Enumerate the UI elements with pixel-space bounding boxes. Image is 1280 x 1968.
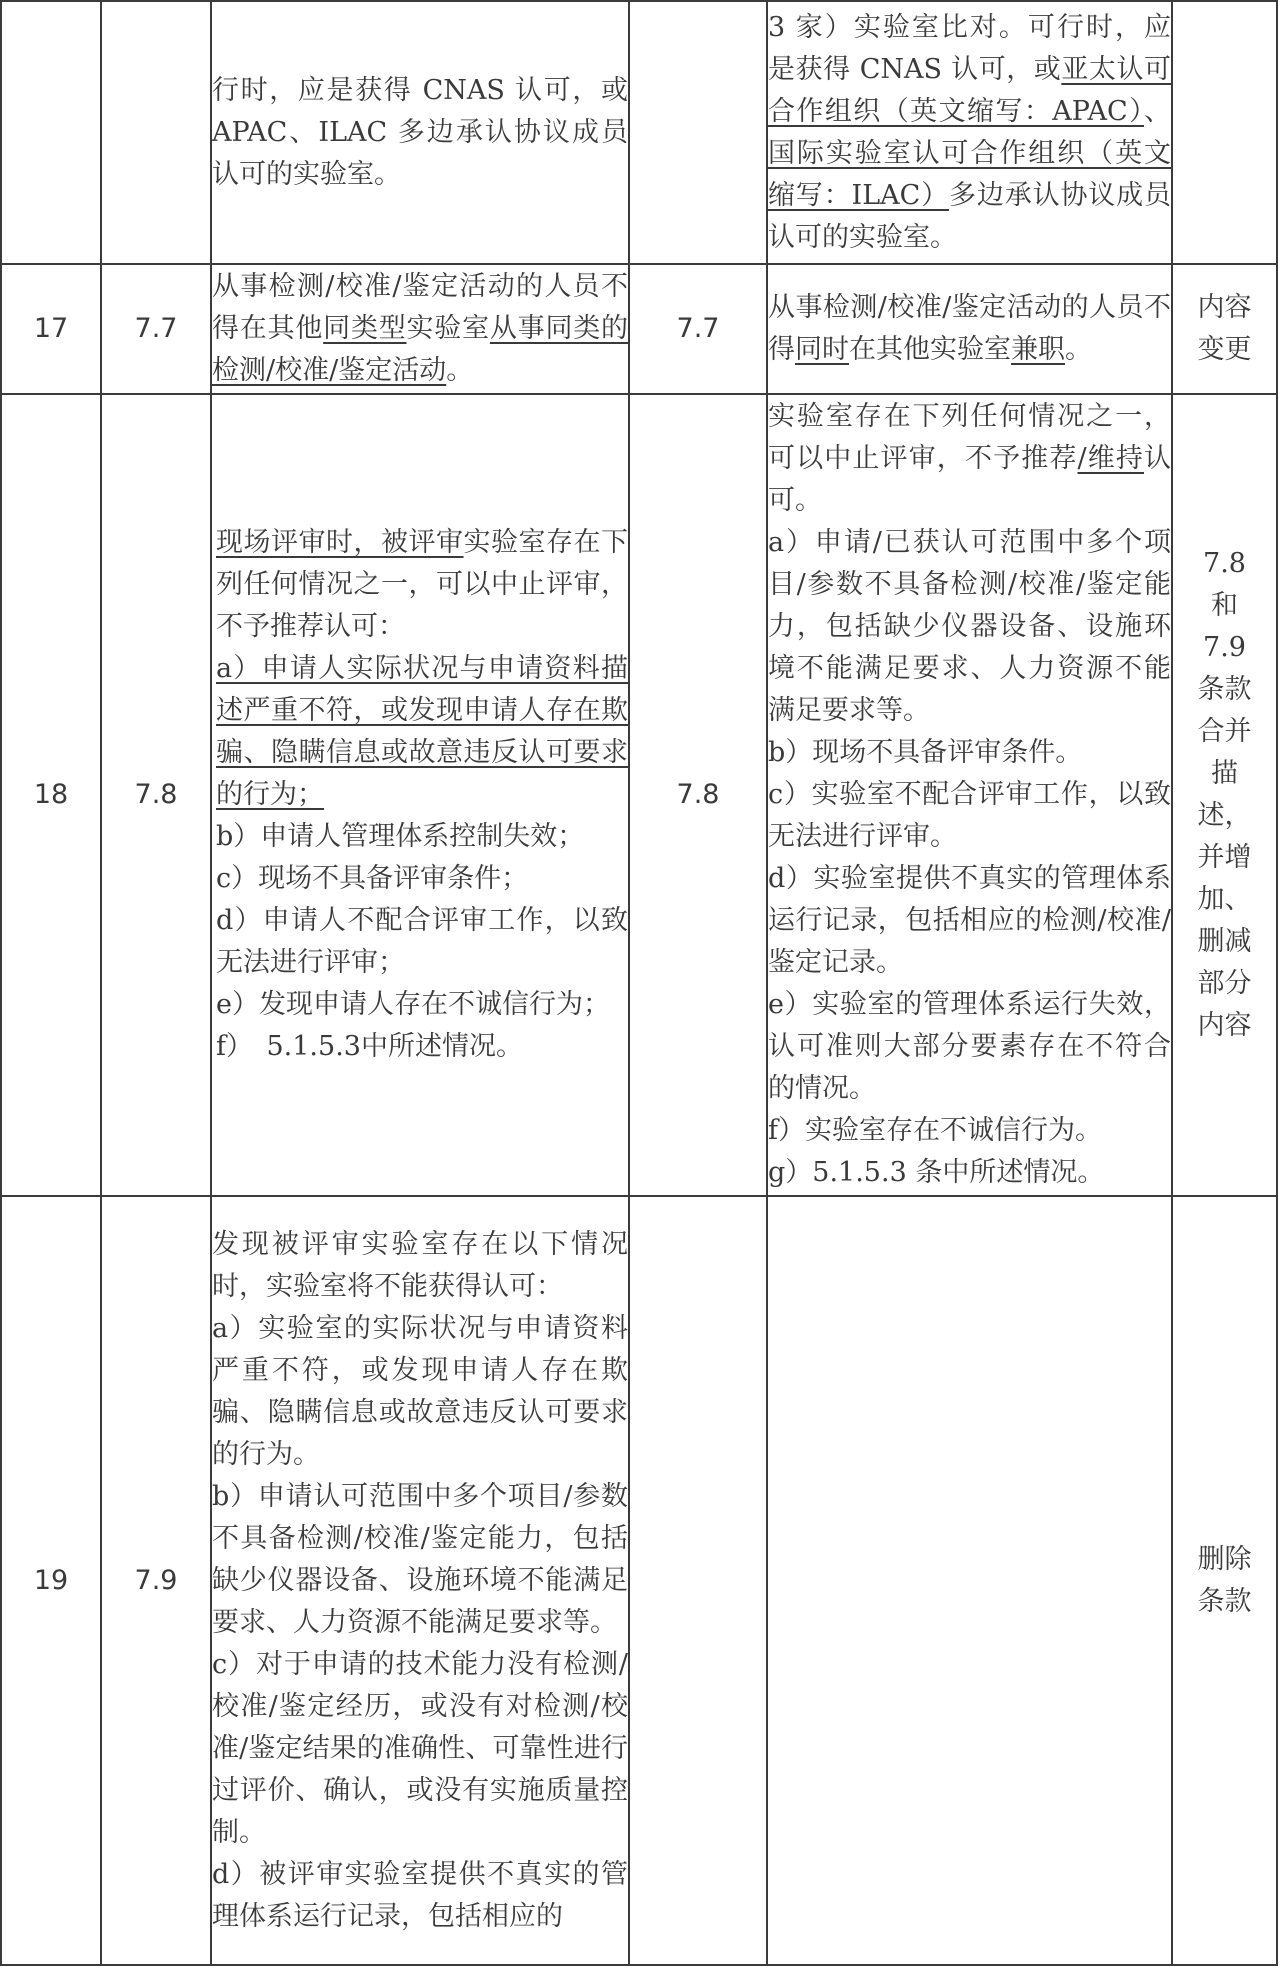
old-clause-cell [101,1,211,264]
new-text-cell [767,394,1172,1196]
new-text-changed: 亚太认可合作组织（英文缩写：APAC） [768,53,1171,127]
remark-line: 并增 [1197,842,1252,873]
new-text: 实验室存在下列任何情况之一，可以中止评审，不予推荐 [768,401,1171,474]
new-text-changed: 国际实验室认可合作组织（英文缩写：ILAC） [768,137,1171,211]
table-row [1,1196,1277,1965]
new-clause: 7.8 [676,779,720,810]
remark-cell [1172,1,1277,264]
old-item: b）申请人管理体系控制失效； [216,821,585,852]
new-text-cell [767,264,1172,394]
new-text-cell [767,1,1172,264]
new-clause-cell [629,1196,767,1965]
old-clause: 7.7 [134,313,178,344]
new-text-changed: /维持 [1077,443,1145,474]
old-clause: 7.8 [134,779,178,810]
old-item: 发现被评审实验室存在以下情况时，实验室将不能获得认可： [212,1228,628,1302]
remark-line: 内容 [1197,292,1252,323]
remark-line: 部分 [1197,968,1252,999]
old-text-changed: 现场评审时，被评审 [216,527,464,558]
old-item: c）现场不具备评审条件； [216,863,529,894]
new-text-changed: 兼职 [1011,334,1065,365]
old-text: 实验室 [406,313,490,344]
remark-line: 7.8 [1203,548,1246,579]
remark-cell [1172,394,1277,1196]
old-clause-cell [101,264,211,394]
old-text: 行时，应是获得 CNAS 认可，或 APAC、ILAC 多边承认协议成员认可的实验室。 [212,74,628,190]
old-text-cell [211,1196,629,1965]
new-clause: 7.7 [676,313,720,344]
new-item: e）实验室的管理体系运行失效，认可准则大部分要素存在不符合的情况。 [768,989,1171,1104]
old-text: 实验室存在下列任何情况之一，可以中止评审，不予推荐认可： [216,527,628,642]
old-item: f） 5.1.5.3中所述情况。 [216,1031,523,1062]
old-text-changed: 同类型 [323,313,407,344]
new-item: b）现场不具备评审条件。 [768,737,1083,768]
table-row [1,394,1277,1196]
remark-line: 删除 [1197,1543,1252,1575]
old-item: c）对于申请的技术能力没有检测/校准/鉴定经历，或没有对检测/校准/鉴定结果的准确性、可靠性进行过评价、确认，或没有实施质量控制。 [212,1648,628,1848]
old-text-cell [211,1,629,264]
old-text-changed: 从事同类的检测/校准/鉴定活动 [212,313,629,386]
remark-line: 内容 [1197,1010,1252,1041]
new-text: 、 [1144,95,1171,127]
remark-line: 和 [1211,590,1238,621]
new-item: g）5.1.5.3 条中所述情况。 [768,1157,1105,1188]
new-item: a）申请/已获认可范围中多个项目/参数不具备检测/校准/鉴定能力，包括缺少仪器设备、设施环境不能满足要求、人力资源不能满足要求等。 [768,527,1171,726]
row-number: 17 [33,313,69,344]
old-item: e）发现申请人存在不诚信行为； [216,989,610,1020]
new-clause-cell [629,264,767,394]
remark-line: 述， [1197,800,1252,831]
old-text-cell [211,264,629,394]
remark-line: 描 [1211,758,1238,789]
old-clause: 7.9 [134,1564,178,1596]
new-text: 从事检测/校准/鉴定活动的人员不得 [768,292,1171,365]
row-number-cell [1,394,101,1196]
new-text-changed: 同时 [795,334,849,365]
old-text: 。 [446,355,474,386]
remark-line: 加、 [1197,884,1252,915]
remark-line: 合并 [1197,716,1252,747]
remark-cell [1172,1196,1277,1965]
new-text: 在其他实验室 [849,334,1011,365]
old-item: a）申请人实际状况与申请资料描述严重不符，或发现申请人存在欺骗、隐瞒信息或故意违反认可要求的行为； [216,653,628,810]
old-item: d）被评审实验室提供不真实的管理体系运行记录，包括相应的 [212,1858,628,1932]
new-clause-cell [629,394,767,1196]
row-number-cell [1,1196,101,1965]
remark-cell [1172,264,1277,394]
remark-line: 变更 [1197,334,1252,365]
remark-line: 删减 [1197,926,1252,957]
old-clause-cell [101,394,211,1196]
new-text: 3 家）实验室比对。可行时，应是获得 CNAS 认可，或 [768,11,1171,85]
row-number: 18 [33,779,69,810]
new-item: f）实验室存在不诚信行为。 [768,1115,1102,1146]
old-item: b）申请认可范围中多个项目/参数不具备检测/校准/鉴定能力，包括缺少仪器设备、设施环境不能满足要求、人力资源不能满足要求等。 [212,1480,628,1638]
new-intro [768,396,1171,522]
old-text: 从事检测/校准/鉴定活动的人员不得在其他 [212,271,628,344]
row-number-cell [1,264,101,394]
old-intro [216,522,628,648]
new-item: c）实验室不配合评审工作，以致无法进行评审。 [768,779,1171,852]
old-item: d）申请人不配合评审工作，以致无法进行评审； [216,905,628,978]
new-text: 认可。 [768,443,1172,516]
remark-line: 条款 [1197,1585,1252,1617]
remark-line: 条款 [1197,674,1252,705]
table-row [1,264,1277,394]
row-number-cell [1,1,101,264]
new-clause-cell [629,1,767,264]
table-row [1,1,1277,264]
new-text: 多边承认协议成员认可的实验室。 [768,179,1172,253]
new-item: d）实验室提供不真实的管理体系运行记录，包括相应的检测/校准/鉴定记录。 [768,863,1171,978]
new-text: 。 [1065,334,1092,365]
old-item: a）实验室的实际状况与申请资料严重不符，或发现申请人存在欺骗、隐瞒信息或故意违反认可要求的行为。 [212,1312,628,1470]
old-text-cell [211,394,629,1196]
row-number: 19 [33,1564,69,1596]
remark-line: 7.9 [1203,632,1246,663]
new-text-cell [767,1196,1172,1965]
old-clause-cell [101,1196,211,1965]
